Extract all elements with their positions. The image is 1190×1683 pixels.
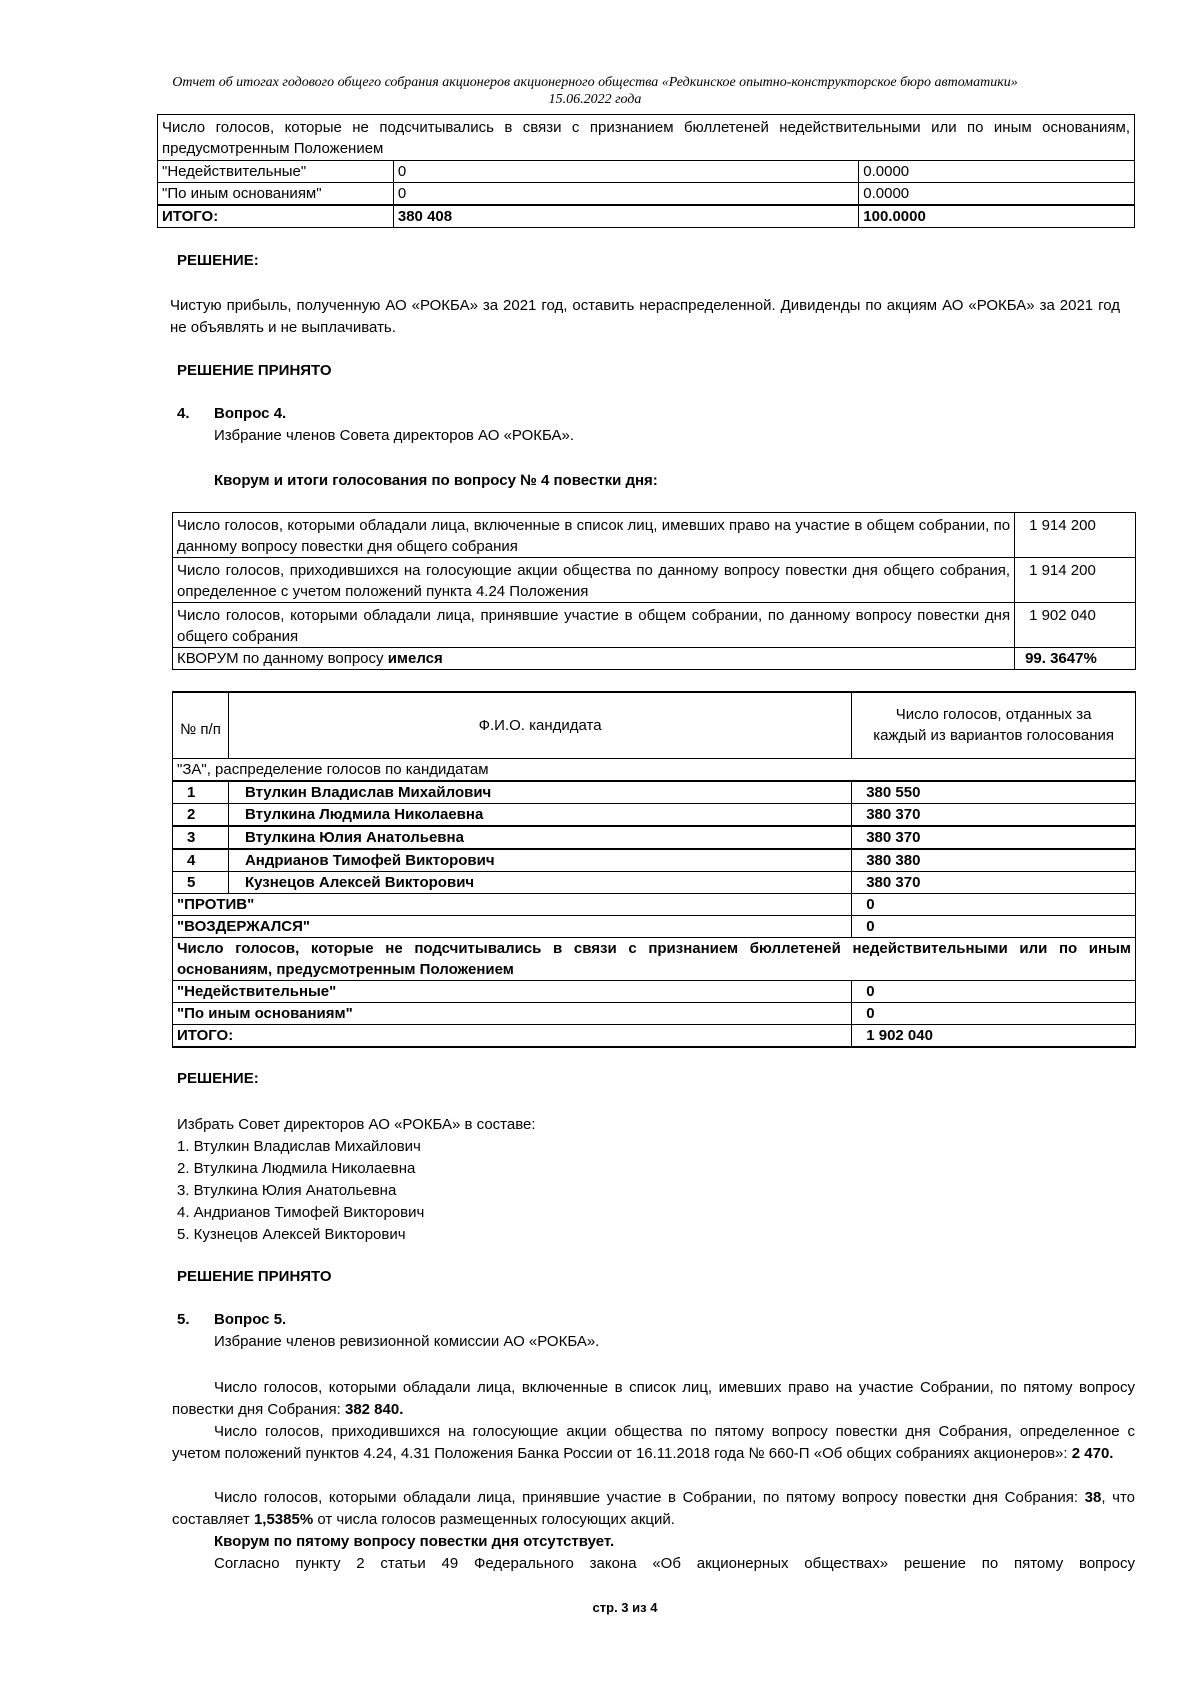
paragraph-text: , что составляет <box>172 1489 1135 1528</box>
row-percent: 0.0000 <box>859 183 1135 206</box>
total-row <box>173 1024 1136 1047</box>
table-row <box>173 603 1136 648</box>
decision-heading: РЕШЕНИЕ: <box>177 252 259 269</box>
row-percent: 0.0000 <box>859 161 1135 183</box>
abstained-value: 0 <box>852 915 1136 937</box>
table-row-total <box>158 205 1135 228</box>
total-label: ИТОГО: <box>158 205 394 228</box>
quorum-result-prefix: КВОРУМ по данному вопросу <box>177 650 388 667</box>
row-votes: 0 <box>393 161 858 183</box>
page-number: стр. 3 из 4 <box>592 1600 658 1615</box>
decision-result: РЕШЕНИЕ ПРИНЯТО <box>177 362 332 379</box>
participant-votes-value: 38 <box>1084 1489 1102 1506</box>
table-row <box>158 115 1135 161</box>
for-row <box>173 758 1136 781</box>
invalid-value: 0 <box>852 980 1136 1002</box>
row-label: "По иным основаниям" <box>158 183 394 206</box>
other-row <box>173 1002 1136 1024</box>
quorum-result-status: имелся <box>387 650 443 667</box>
q5-paragraph-voting-shares <box>172 1421 1135 1465</box>
candidate-row <box>173 781 1136 804</box>
quorum-heading: Кворум и итоги голосования по вопросу № 4 повестки дня: <box>214 472 658 489</box>
candidate-name: Втулкина Юлия Анатольевна <box>228 826 851 849</box>
quorum-table <box>172 512 1136 670</box>
candidate-num: 1 <box>173 781 229 804</box>
quorum-label: Число голосов, приходившихся на голосующие акции общества по данному вопросу повестки дня общего собрания, определенное с учетом положений пункта 4.24 Положения <box>173 558 1015 603</box>
candidate-name: Кузнецов Алексей Викторович <box>228 871 851 893</box>
participant-percent-value: 1,5385% <box>253 1511 314 1528</box>
table-row <box>158 161 1135 183</box>
total-value: 1 902 040 <box>852 1024 1136 1047</box>
invalid-label: "Недействительные" <box>173 980 852 1002</box>
against-label: "ПРОТИВ" <box>173 893 852 915</box>
candidate-votes: 380 550 <box>852 781 1136 804</box>
decision-list-item: 4. Андрианов Тимофей Викторович <box>177 1204 425 1221</box>
document-header-date: 15.06.2022 года <box>548 92 642 107</box>
invalid-row <box>173 980 1136 1002</box>
candidate-votes: 380 370 <box>852 826 1136 849</box>
table-header-row <box>173 692 1136 758</box>
question-number: 5. <box>177 1311 190 1328</box>
quorum-value: 1 902 040 <box>1015 603 1136 648</box>
decision-list-item: 1. Втулкин Владислав Михайлович <box>177 1138 421 1155</box>
row-votes: 0 <box>393 183 858 206</box>
invalid-votes-table <box>157 114 1135 228</box>
voting-shares-value: 2 470. <box>1071 1445 1114 1462</box>
candidate-name: Втулкина Людмила Николаевна <box>228 803 851 826</box>
paragraph-text: Число голосов, которыми обладали лица, включенные в список лиц, имевших право на участие Собрании, по пятому вопросу повестки дня Собрания: <box>172 1379 1135 1418</box>
decision-intro: Избрать Совет директоров АО «РОКБА» в составе: <box>177 1116 536 1133</box>
decision-list-item: 2. Втулкина Людмила Николаевна <box>177 1160 416 1177</box>
header-votes: Число голосов, отданных за каждый из вариантов голосования <box>852 692 1136 758</box>
abstained-label: "ВОЗДЕРЖАЛСЯ" <box>173 915 852 937</box>
q5-paragraph-participants <box>172 1487 1135 1531</box>
header-name: Ф.И.О. кандидата <box>228 692 851 758</box>
quorum-result-row <box>173 648 1136 670</box>
candidate-votes: 380 370 <box>852 803 1136 826</box>
candidate-num: 5 <box>173 871 229 893</box>
abstained-row <box>173 915 1136 937</box>
other-value: 0 <box>852 1002 1136 1024</box>
candidate-num: 3 <box>173 826 229 849</box>
total-percent: 100.0000 <box>859 205 1135 228</box>
for-label: "ЗА", распределение голосов по кандидатам <box>173 758 1136 781</box>
decision-result: РЕШЕНИЕ ПРИНЯТО <box>177 1268 332 1285</box>
total-votes: 380 408 <box>393 205 858 228</box>
eligible-votes-value: 382 840. <box>344 1401 404 1418</box>
candidate-name: Втулкин Владислав Михайлович <box>228 781 851 804</box>
invalid-intro-row <box>173 937 1136 980</box>
q5-paragraph-law: Согласно пункту 2 статьи 49 Федерального закона «Об акционерных обществах» решение по пятому вопросу <box>214 1555 1135 1572</box>
candidate-row <box>173 849 1136 872</box>
against-value: 0 <box>852 893 1136 915</box>
table-row <box>173 558 1136 603</box>
candidate-votes: 380 370 <box>852 871 1136 893</box>
paragraph-text: Число голосов, которыми обладали лица, принявшие участие в Собрании, по пятому вопросу повестки дня Собрания: <box>214 1489 1085 1506</box>
candidates-table <box>172 691 1136 1048</box>
candidate-num: 4 <box>173 849 229 872</box>
candidate-row <box>173 826 1136 849</box>
candidate-name: Андрианов Тимофей Викторович <box>228 849 851 872</box>
quorum-label: Число голосов, которыми обладали лица, принявшие участие в общем собрании, по данному вопросу повестки дня общего собрания <box>173 603 1015 648</box>
invalid-intro: Число голосов, которые не подсчитывались в связи с признанием бюллетеней недействительными или по иным основаниям, предусмотренным Положением <box>173 937 1136 980</box>
decision-text: Чистую прибыль, полученную АО «РОКБА» за 2021 год, оставить нераспределенной. Дивиденды по акциям АО «РОКБА» за 2021 год не объявлять и не выплачивать. <box>170 297 1120 336</box>
decision-list-item: 3. Втулкина Юлия Анатольевна <box>177 1182 397 1199</box>
table-row <box>173 513 1136 558</box>
question-subject: Избрание членов ревизионной комиссии АО «РОКБА». <box>214 1333 600 1350</box>
decision-list-item: 5. Кузнецов Алексей Викторович <box>177 1226 406 1243</box>
candidate-row <box>173 871 1136 893</box>
q5-quorum-absent: Кворум по пятому вопросу повестки дня отсутствует. <box>214 1533 615 1550</box>
question-title: Вопрос 4. <box>214 405 287 422</box>
question-subject: Избрание членов Совета директоров АО «РОКБА». <box>214 427 575 444</box>
row-label: "Недействительные" <box>158 161 394 183</box>
against-row <box>173 893 1136 915</box>
decision-heading: РЕШЕНИЕ: <box>177 1070 259 1087</box>
document-header-title: Отчет об итогах годового общего собрания акционеров акционерного общества «Редкинское опытно-конструкторское бюро автоматики» <box>172 75 1018 90</box>
candidate-votes: 380 380 <box>852 849 1136 872</box>
other-label: "По иным основаниям" <box>173 1002 852 1024</box>
quorum-value: 1 914 200 <box>1015 513 1136 558</box>
candidate-num: 2 <box>173 803 229 826</box>
quorum-value: 1 914 200 <box>1015 558 1136 603</box>
quorum-result-label <box>173 648 1015 670</box>
header-num: № п/п <box>173 692 229 758</box>
candidate-row <box>173 803 1136 826</box>
paragraph-text: Число голосов, приходившихся на голосующие акции общества по пятому вопросу повестки дня Собрания, определенное с учетом положений пунктов 4.24, 4.31 Положения Банка России от 16.11.2018 года № 660-П «Об общих собраниях акционеров»: <box>172 1423 1135 1462</box>
table-row <box>158 183 1135 206</box>
question-number: 4. <box>177 405 190 422</box>
total-label: ИТОГО: <box>173 1024 852 1047</box>
q5-paragraph-eligible <box>172 1377 1135 1421</box>
invalid-votes-intro: Число голосов, которые не подсчитывались в связи с признанием бюллетеней недействительными или по иным основаниям, предусмотренным Положением <box>158 115 1135 161</box>
quorum-label: Число голосов, которыми обладали лица, включенные в список лиц, имевших право на участие в общем собрании, по данному вопросу повестки дня общего собрания <box>173 513 1015 558</box>
paragraph-text: от числа голосов размещенных голосующих акций. <box>313 1511 675 1528</box>
question-title: Вопрос 5. <box>214 1311 287 1328</box>
quorum-result-value: 99. 3647% <box>1015 648 1136 670</box>
